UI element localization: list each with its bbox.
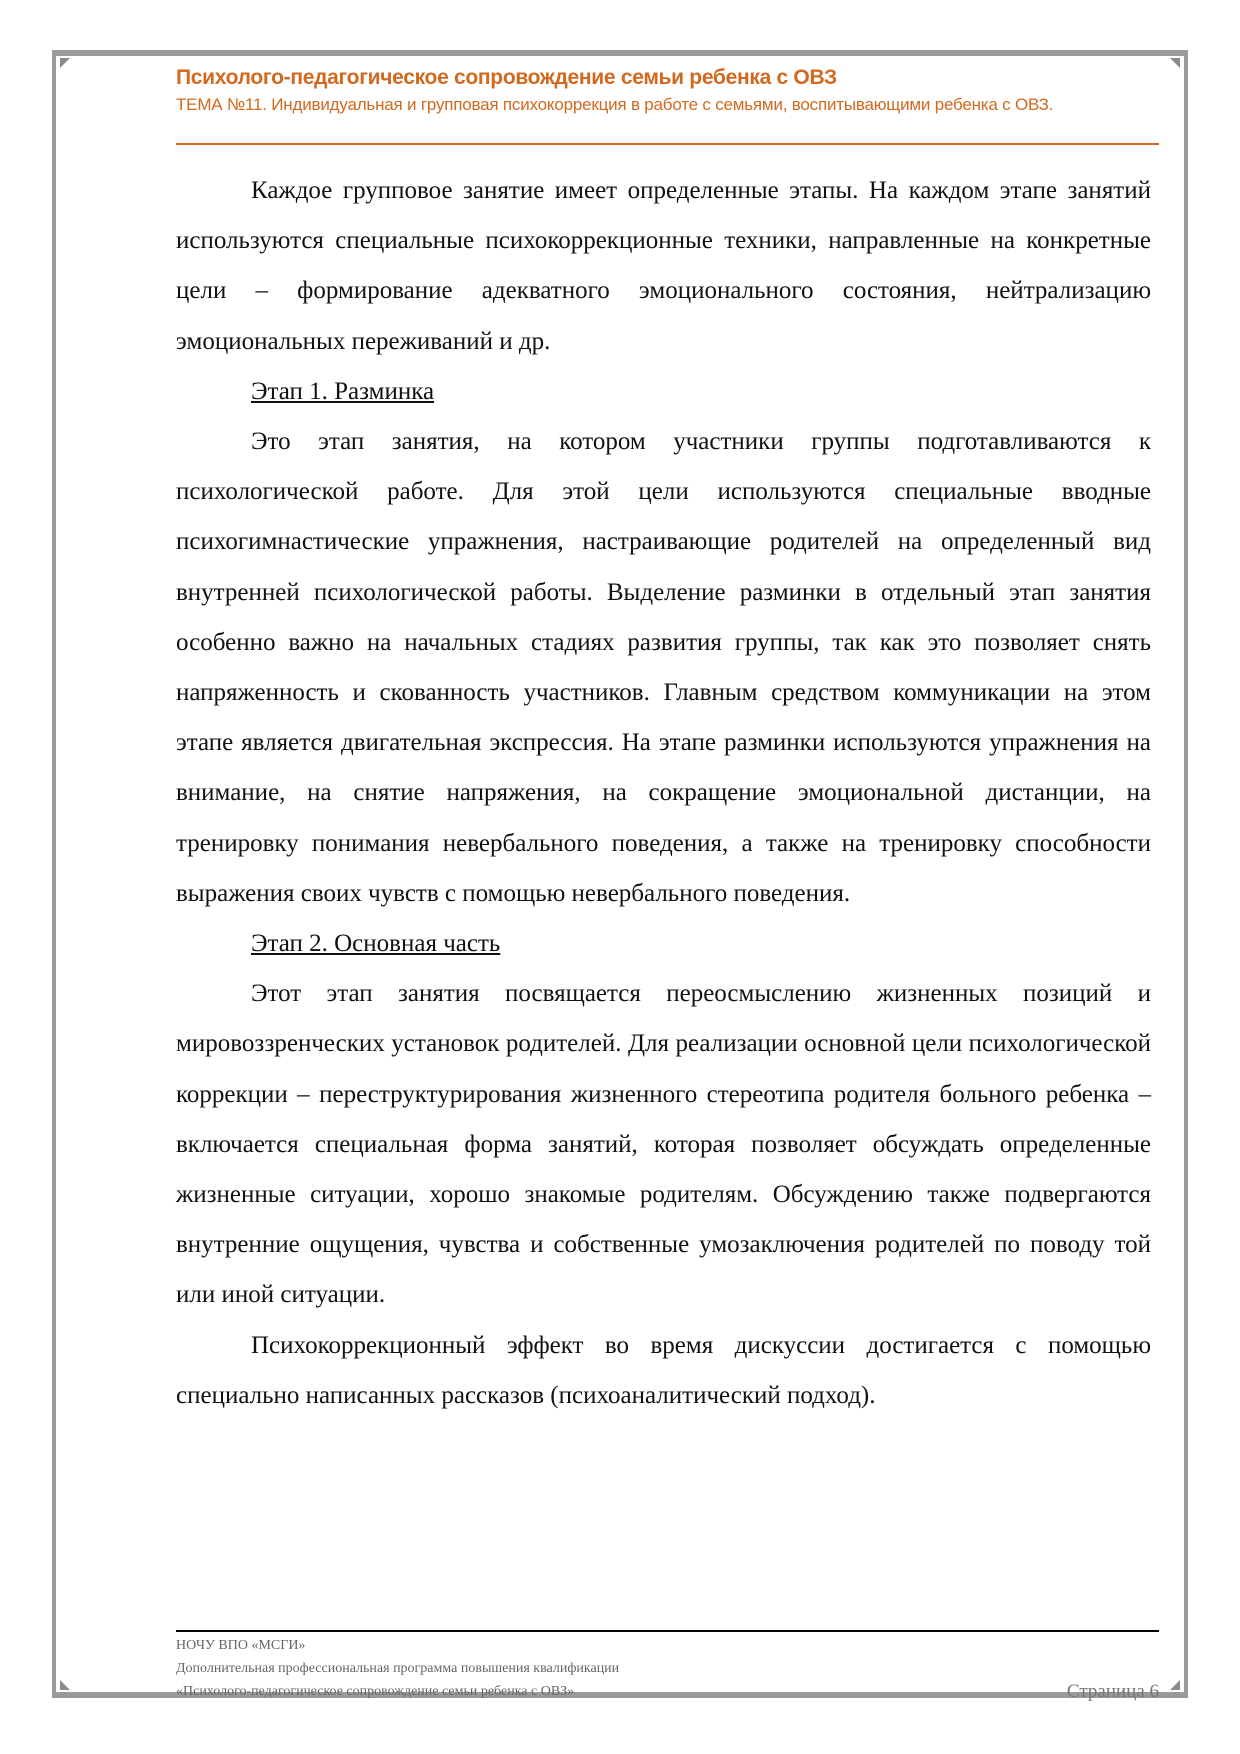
- document-body: [176, 166, 1151, 1421]
- footer-program: Дополнительная профессиональная программа повышения квалификации: [176, 1661, 620, 1676]
- paragraph: Этот этап занятия посвящается переосмыслению жизненных позиций и мировоззренческих установок родителей. Для реализации основной цели психологической коррекции – переструктурирования жизненного стереотипа родителя больного ребенка – включается специальная форма занятий, которая позволяет обсуждать определенные жизненные ситуации, хорошо знакомые родителям. Обсуждению также подвергаются внутренние ощущения, чувства и собственные умозаключения родителей по поводу той или иной ситуации.: [176, 980, 1151, 1309]
- footer-course: «Психолого-педагогическое сопровождение семьи ребенка с ОВЗ»: [176, 1684, 575, 1699]
- corner-ornament: [1170, 1680, 1180, 1690]
- header-subtitle: ТЕМА №11. Индивидуальная и групповая психокоррекция в работе с семьями, воспитывающими ребенка с ОВЗ.: [176, 95, 1054, 114]
- page-header: [176, 64, 1159, 117]
- header-divider: [176, 143, 1159, 145]
- footer-divider: [176, 1630, 1159, 1632]
- page-number: Страница 6: [1066, 1681, 1159, 1702]
- section-heading-stage-1: Этап 1. Разминка: [251, 377, 435, 405]
- page-footer: [176, 1634, 1159, 1703]
- header-title: Психолого-педагогическое сопровождение семьи ребенка с ОВЗ: [176, 66, 837, 89]
- corner-ornament: [1170, 58, 1180, 68]
- section-heading-stage-2: Этап 2. Основная часть: [251, 930, 501, 958]
- corner-ornament: [60, 1680, 70, 1690]
- paragraph: Каждое групповое занятие имеет определенные этапы. На каждом этапе занятий используются специальные психокоррекционные техники, направленные на конкретные цели – формирование адекватного эмоционального состояния, нейтрализацию эмоциональных переживаний и др.: [176, 177, 1151, 355]
- footer-institution: НОЧУ ВПО «МСГИ»: [176, 1638, 306, 1653]
- paragraph: Это этап занятия, на котором участники группы подготавливаются к психологической работе. Для этой цели используются специальные вводные психогимнастические упражнения, настраивающие родителей на определенный вид внутренней психологической работы. Выделение разминки в отдельный этап занятия особенно важно на начальных стадиях развития группы, так как это позволяет снять напряженность и скованность участников. Главным средством коммуникации на этом этапе является двигательная экспрессия. На этапе разминки используются упражнения на внимание, на снятие напряжения, на сокращение эмоциональной дистанции, на тренировку понимания невербального поведения, а также на тренировку способности выражения своих чувств с помощью невербального поведения.: [176, 428, 1151, 907]
- paragraph: Психокоррекционный эффект во время дискуссии достигается с помощью специально написанных рассказов (психоаналитический подход).: [176, 1331, 1151, 1409]
- corner-ornament: [60, 58, 70, 68]
